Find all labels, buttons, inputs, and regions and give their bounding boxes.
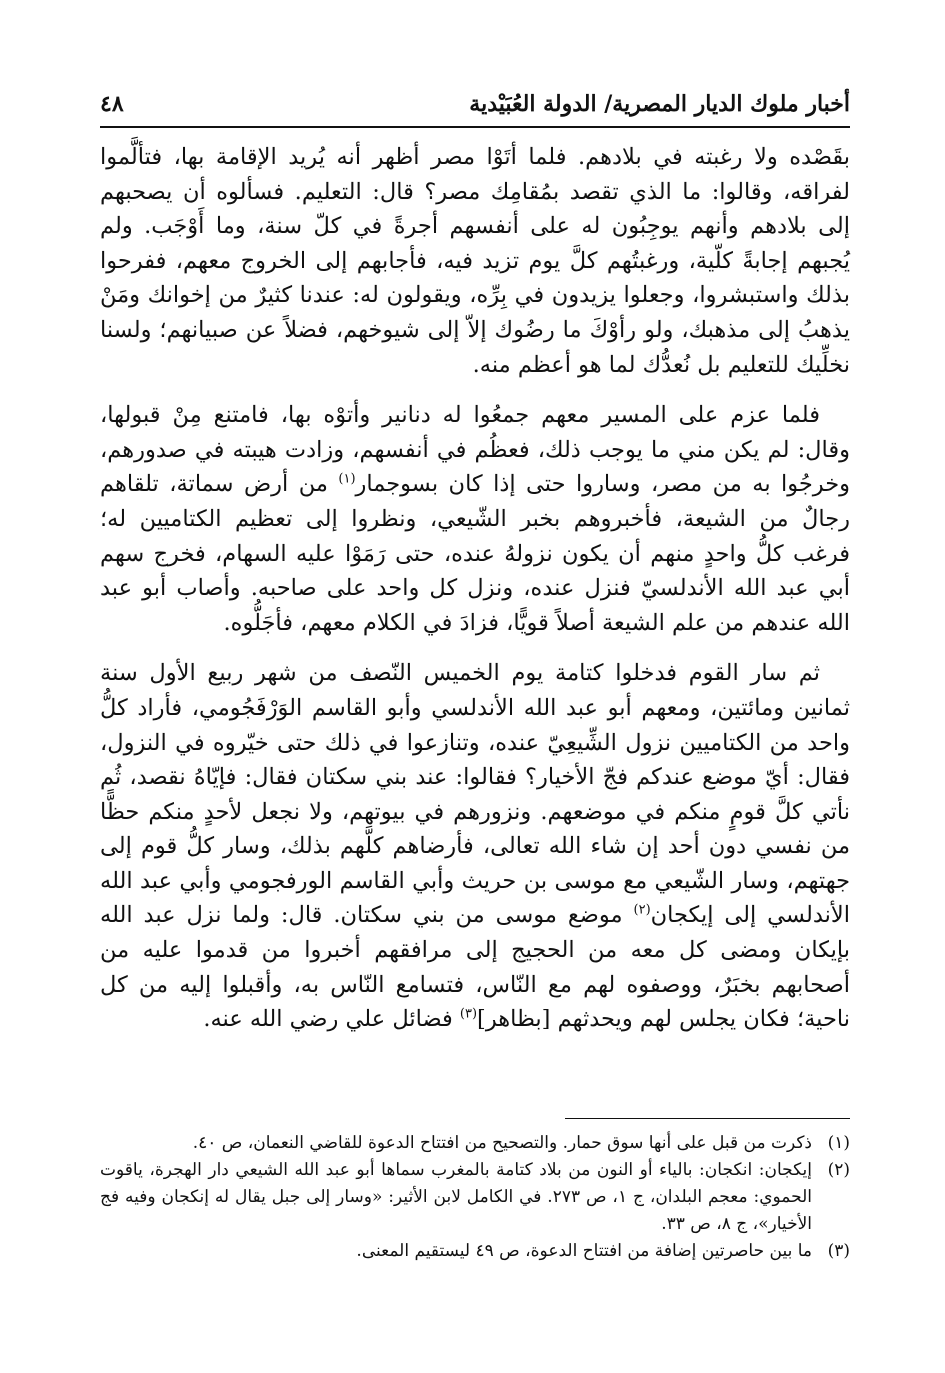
page-header: [100, 86, 850, 122]
paragraph-1: بقَصْده ولا رغبته في بلادهم. فلما أتَوْا مصر أظهر أنه يُريد الإقامة بها، فتألَّموا لفراقه، وقالوا: ما الذي تقصد بمُقامِك مصر؟ قال: التعليم. فسألوه أن يصحبهم إلى بلادهم وأنهم يوجِبُون له على أنفسهم أجرةً في كلّ سنة، وما أَوْجَب. ولم يُجبهم إجابةً كلّية، ورغبتُهم كلَّ يوم تزيد فيه، فأجابهم إلى الخروج معهم، ففرحوا بذلك واستبشروا، وجعلوا يزيدون في بِرِّه، ويقولون له: عندنا كثيرٌ من إخوانك ومَنْ يذهبُ إلى مذهبك، ولو رأوْكَ ما رضُوك إلاّ إلى شيوخهم، فضلاً عن صبيانهم؛ ولسنا نخلِّيك للتعليم بل نُعدُّك لما هو أعظم منه.: [100, 144, 850, 378]
footnotes: [100, 1130, 850, 1265]
footnote-text: إيكجان: انكجان: بالياء أو النون من بلاد كتامة بالمغرب سماها أبو عبد الله الشيعي دار الهجرة، ياقوت الحموي: معجم البلدان، ج ١، ص ٢٧٣. في الكامل لابن الأثير: «وسار إلى جبل يقال له إنكجان وفيه فج الأخيار»، ج ٨، ص ٣٣.: [100, 1160, 812, 1234]
page-number: ٤٨: [100, 91, 124, 117]
footnote-2: [100, 1157, 850, 1238]
footnote-ref-2: (٢): [633, 902, 651, 918]
footnote-rule: [565, 1118, 850, 1119]
footnote-number: (١): [827, 1133, 850, 1153]
footnote-ref-1: (١): [338, 471, 356, 487]
footnote-number: (٣): [827, 1241, 850, 1261]
running-title: أخبار ملوك الديار المصرية/ الدولة العُبَيْدية: [469, 91, 850, 117]
footnote-number: (٢): [827, 1160, 850, 1180]
paragraph-2: فلما عزم على المسير معهم جمعُوا له دنانير وأتوْه بها، فامتنع مِنْ قبولها، وقال: لم يكن مني ما يوجب ذلك، فعظُم في أنفسهم، وزادت هيبته في صدورهم، وخرجُوا به من مصر، وساروا حتى إذا كان بسوجمار$^{(١)}$ من أرض سماتة، تلقاهم رجالٌ من الشيعة، فأخبروهم بخبر الشّيعي، ونظروا إلى تعظيم الكتاميين له؛ فرغب كلُّ واحدٍ منهم أن يكون نزولهُ عنده، حتى رَمَوْا عليه السهام، فخرج سهم أبي عبد الله الأندلسيّ فنزل عنده، ونزل كل واحد على صاحبه. وأصاب أبو عبد الله عندهم من علم الشيعة أصلاً قويًّا، فزادَ في الكلام معهم، فأجَلُّوه.: [100, 402, 850, 636]
header-rule: [100, 126, 850, 128]
footnote-1: [100, 1130, 850, 1157]
main-text: [100, 140, 850, 1053]
footnote-ref-3: (٣): [459, 1006, 478, 1022]
footnote-text: ذكرت من قبل على أنها سوق حمار. والتصحيح من افتتاح الدعوة للقاضي النعمان، ص ٤٠.: [192, 1133, 812, 1153]
footnote-3: [100, 1238, 850, 1265]
footnote-text: ما بين حاصرتين إضافة من افتتاح الدعوة، ص ٤٩ ليستقيم المعنى.: [356, 1241, 812, 1261]
paragraph-3: ثم سار القوم فدخلوا كتامة يوم الخميس النّصف من شهر ربيع الأول سنة ثمانين ومائتين، ومعهم أبو عبد الله الأندلسي وأبو القاسم الوَرْفَجُومي، فأراد كلُّ واحد من الكتاميين نزول الشِّيعِيّ عنده، وتنازعوا في ذلك حتى خيّروه في النزول، فقال: أيّ موضع عندكم فجّ الأخيار؟ فقالوا: عند بني سكتان فقال: فإيّاهُ نقصد، ثُم نأتي كلَّ قومٍ منكم في موضعهم. ونزورهم في بيوتهم، ولا نجعل لأحدٍ منكم حظًّا من نفسي دون أحد إن شاء الله تعالى، فأرضاهم كلَّهم بذلك، وسار كلُّ قوم إلى جهتهم، وسار الشّيعي مع موسى بن حريث وأبي القاسم الورفجومي وأبي عبد الله الأندلسي إلى إيكجان$^{(٢)}$ موضع موسى من بني سكتان. قال: ولما نزل عبد الله بإيكان ومضى كل معه من الحجيج إلى مرافقهم أخبروا من قدموا عليه من أصحابهم بخبَرٌ، ووصفوه لهم مع النّاس، فتسامع النّاس به، وأقبلوا إليه من كل ناحية؛ فكان يجلس لهم ويحدثهم [بظاهر]$^{(٣)}$ فضائل علي رضي الله عنه.: [100, 660, 850, 1033]
